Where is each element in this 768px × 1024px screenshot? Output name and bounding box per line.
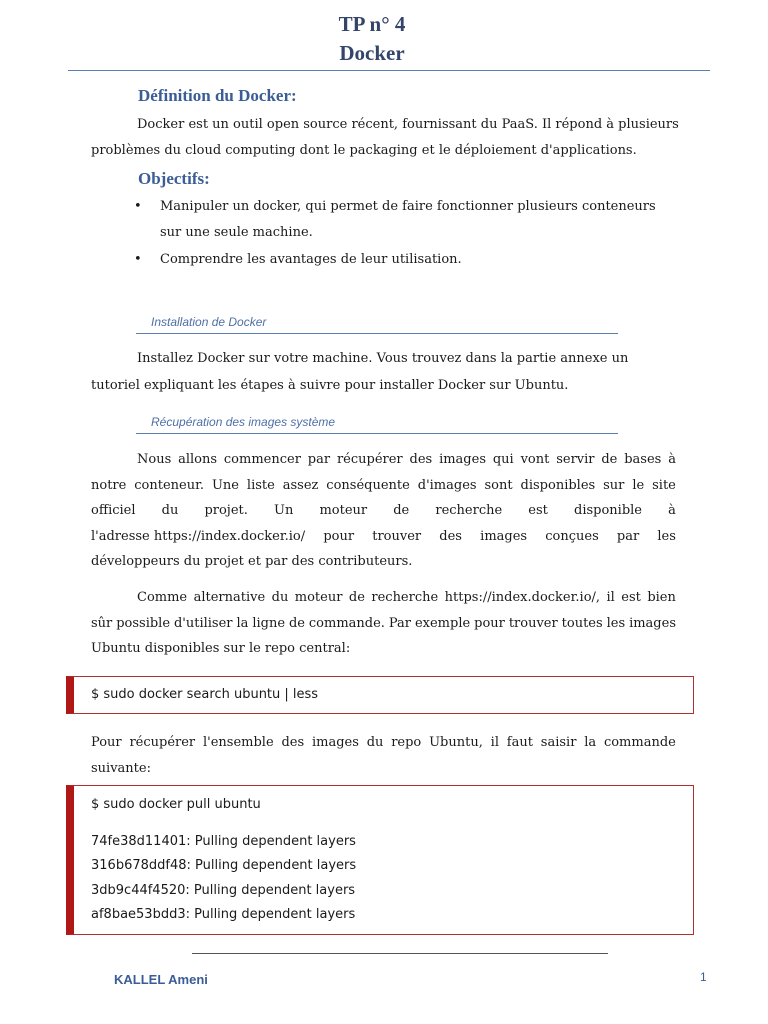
recuperation-p2-line2 — [91, 616, 676, 631]
word: conteneur. — [134, 478, 205, 493]
word: les — [657, 529, 676, 544]
word: bien — [647, 590, 676, 605]
installation-divider — [136, 333, 618, 334]
word: des — [409, 452, 433, 467]
word: commencer — [223, 452, 301, 467]
word: disponibles — [520, 478, 596, 493]
word: ligne — [252, 616, 286, 631]
word: images — [439, 452, 486, 467]
word: Ubuntu, — [429, 735, 483, 750]
objective-item-1-line1: Manipuler un docker, qui permet de faire fonctionner plusieurs conteneurs — [160, 199, 656, 214]
word: disponible — [574, 503, 643, 518]
word: images — [311, 735, 359, 750]
objectives-heading: Objectifs: — [138, 169, 210, 188]
word: sur — [603, 478, 625, 493]
word: pour — [323, 529, 355, 544]
command-pull: $ sudo docker pull ubuntu — [91, 797, 261, 812]
word: toutes — [561, 616, 603, 631]
definition-heading: Définition du Docker: — [138, 86, 297, 105]
word: le — [632, 478, 645, 493]
word: conséquente — [326, 478, 410, 493]
word: alternative — [193, 590, 266, 605]
word: sont — [484, 478, 513, 493]
doc-title-line2: Docker — [339, 41, 405, 65]
definition-text-line1: Docker est un outil open source récent, fournissant du PaaS. Il répond à plusieurs — [137, 117, 679, 132]
word: du — [366, 735, 384, 750]
word: Par — [388, 616, 412, 631]
word: qui — [492, 452, 514, 467]
word: trouver — [372, 529, 422, 544]
word: la — [236, 616, 249, 631]
word: images — [480, 529, 528, 544]
word: vont — [520, 452, 550, 467]
word: Comme — [137, 590, 188, 605]
word: de — [348, 590, 365, 605]
word: par — [307, 452, 331, 467]
word: d'utiliser — [173, 616, 233, 631]
word: à — [668, 452, 676, 467]
word: la — [584, 735, 597, 750]
word: commande. — [308, 616, 385, 631]
recuperation-p1-line2 — [91, 478, 676, 493]
word: liste — [246, 478, 275, 493]
installation-heading: Installation de Docker — [151, 315, 267, 329]
word: sûr — [91, 616, 113, 631]
word: officiel — [91, 503, 136, 518]
word: commande — [603, 735, 676, 750]
recuperation-p2-line1 — [137, 590, 676, 605]
word: des — [281, 735, 305, 750]
word: saisir — [540, 735, 577, 750]
recuperation-p1-line3 — [91, 503, 676, 518]
word: possible — [116, 616, 171, 631]
objective-item-2-line1: Comprendre les avantages de leur utilisation. — [160, 252, 462, 267]
word: https://index.docker.io/, — [444, 590, 601, 605]
word: à — [668, 503, 676, 518]
word: est — [528, 503, 548, 518]
word: par — [616, 529, 640, 544]
word: Pour — [91, 735, 122, 750]
word: moteur — [294, 590, 343, 605]
page-number: 1 — [700, 970, 707, 984]
word: Nous — [137, 452, 172, 467]
recuperation-p1-line5: développeurs du projet et par des contributeurs. — [91, 554, 413, 569]
recuperation-p3-line2: suivante: — [91, 761, 151, 776]
objective-item-1-line2: sur une seule machine. — [160, 225, 313, 240]
word: moteur — [319, 503, 368, 518]
word: faut — [506, 735, 533, 750]
recuperation-p1-line1 — [137, 452, 676, 467]
doc-title-line1: TP n° 4 — [338, 12, 406, 36]
word: du — [161, 503, 179, 518]
bullet-icon: • — [134, 252, 142, 267]
word: récupérer — [336, 452, 403, 467]
word: repo — [391, 735, 422, 750]
word: de — [393, 503, 410, 518]
word: allons — [178, 452, 218, 467]
command-search: $ sudo docker search ubuntu | less — [91, 687, 319, 702]
installation-text-line2: tutoriel expliquant les étapes à suivre pour installer Docker sur Ubuntu. — [91, 378, 569, 393]
bullet-icon: • — [134, 199, 142, 214]
definition-text-line2: problèmes du cloud computing dont le packaging et le déploiement d'applications. — [91, 143, 637, 158]
word: servir — [556, 452, 595, 467]
word: d'images — [417, 478, 477, 493]
output-line: 316b678ddf48: Pulling dependent layers — [91, 858, 357, 873]
word: l'adresse https://index.docker.io/ — [91, 529, 306, 544]
word: projet. — [204, 503, 248, 518]
title-divider — [68, 70, 710, 71]
word: l'ensemble — [202, 735, 274, 750]
word: recherche — [435, 503, 503, 518]
installation-text-line1: Installez Docker sur votre machine. Vous trouvez dans la partie annexe un — [137, 351, 629, 366]
word: récupérer — [129, 735, 196, 750]
word: notre — [91, 478, 127, 493]
recuperation-p3-line1 — [91, 735, 676, 750]
word: assez — [282, 478, 319, 493]
word: du — [271, 590, 289, 605]
recuperation-p2-line3: Ubuntu disponibles sur le repo central: — [91, 641, 351, 656]
output-line: af8bae53bdd3: Pulling dependent layers — [91, 907, 356, 922]
word: les — [606, 616, 626, 631]
word: des — [439, 529, 462, 544]
recuperation-divider — [136, 433, 618, 434]
word: il — [606, 590, 615, 605]
word: est — [621, 590, 641, 605]
output-line: 3db9c44f4520: Pulling dependent layers — [91, 883, 356, 898]
footer-author: KALLEL Ameni — [114, 972, 208, 987]
word: Un — [274, 503, 294, 518]
word: Une — [211, 478, 239, 493]
word: exemple — [414, 616, 471, 631]
word: trouver — [508, 616, 558, 631]
recuperation-p1-line4 — [91, 529, 676, 544]
word: conçues — [545, 529, 599, 544]
word: recherche — [371, 590, 439, 605]
output-line: 74fe38d11401: Pulling dependent layers — [91, 834, 356, 849]
word: de — [288, 616, 305, 631]
word: bases — [624, 452, 662, 467]
word: site — [652, 478, 676, 493]
recuperation-heading: Récupération des images système — [151, 415, 336, 429]
word: il — [490, 735, 499, 750]
word: images — [629, 616, 676, 631]
word: pour — [474, 616, 505, 631]
word: de — [601, 452, 618, 467]
footer-divider — [192, 953, 608, 954]
